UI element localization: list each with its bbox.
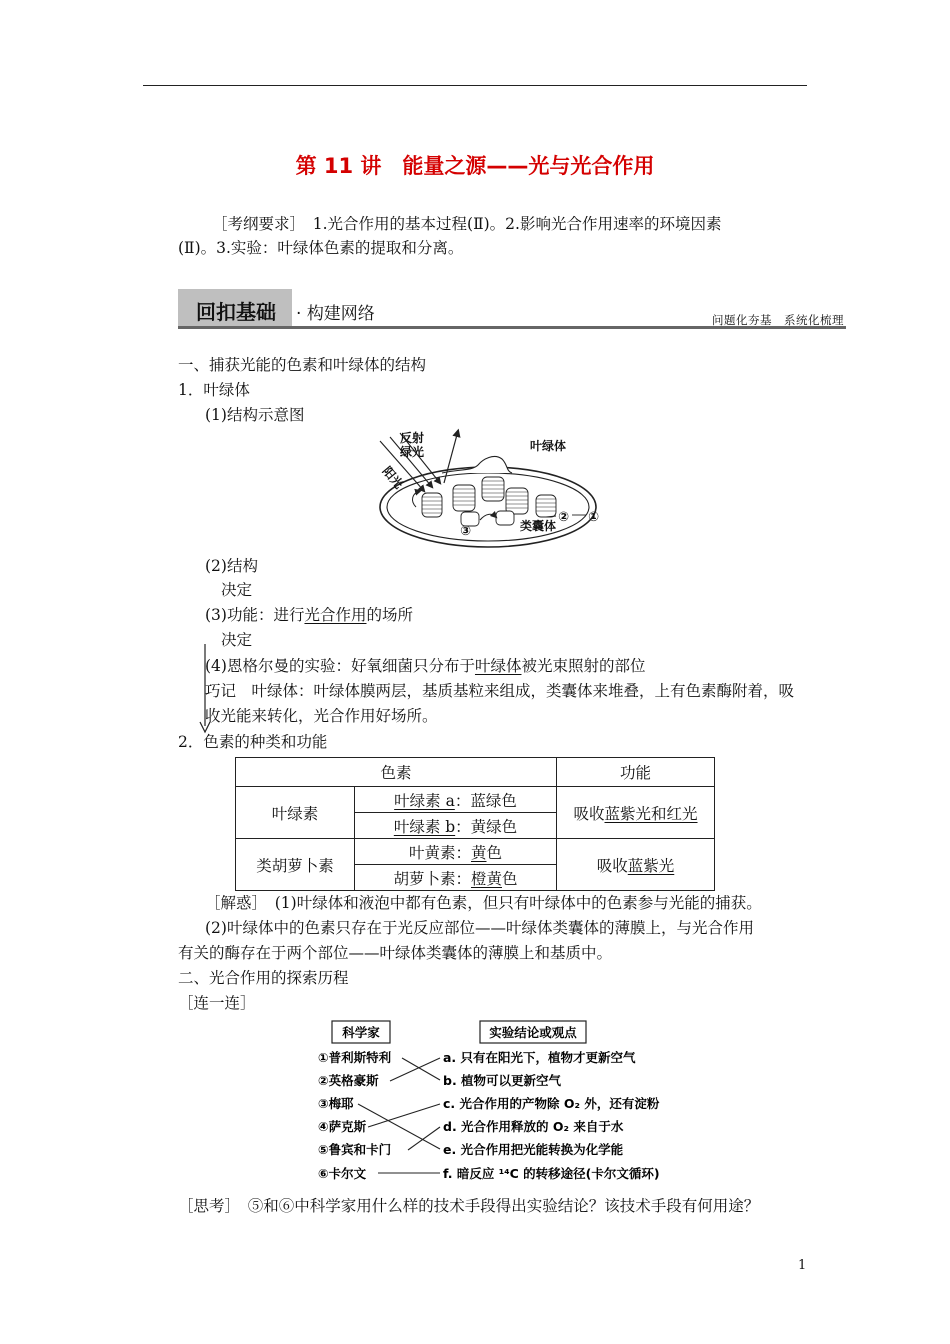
conclusion-d: d. 光合作用释放的 O₂ 来自于水 <box>443 1119 624 1134</box>
chl-b-name: 叶绿素 b <box>393 817 456 836</box>
conclusion-c: c. 光合作用的产物除 O₂ 外，还有淀粉 <box>443 1096 660 1111</box>
car-function-pre: 吸收 <box>596 856 628 875</box>
car-u: 橙黄 <box>470 869 502 888</box>
section-banner <box>178 289 846 329</box>
chl-function-u: 蓝紫光和红光 <box>604 804 698 823</box>
label-n1: ① <box>588 510 600 525</box>
mnemonic-line-2: 收光能来转化，光合作用好场所。 <box>205 707 438 725</box>
item-2: 2．色素的种类和功能 <box>178 733 328 751</box>
car-post: 色 <box>502 869 518 888</box>
xan-pre: 叶黄素： <box>408 843 471 862</box>
think-question: ［思考］ ⑤和⑥中科学家用什么样的技术手段得出实验结论？该技术手段有何用途？ <box>178 1197 760 1215</box>
clarify-line-3: 有关的酶存在于两个部位——叶绿体类囊体的薄膜上和基质中。 <box>178 944 613 962</box>
mnemonic-line-1: 巧记 叶绿体：叶绿体膜两层，基质基粒来组成，类囊体来堆叠，上有色素酶附着，吸 <box>205 682 795 700</box>
page-number: 1 <box>798 1258 807 1273</box>
label-n3: ③ <box>460 524 472 539</box>
conclusion-b: b. 植物可以更新空气 <box>443 1073 562 1088</box>
chl-b-color: ：黄绿色 <box>455 817 518 836</box>
sub-3 <box>205 605 413 625</box>
sub-3-post: 的场所 <box>366 606 413 624</box>
chl-a-cell <box>355 787 557 813</box>
clarify-line-1: ［解惑］ (1)叶绿体和液泡中都有色素，但只有叶绿体中的色素参与光能的捕获。 <box>205 894 762 912</box>
label-n2: ② <box>558 510 570 525</box>
decide-2: 决定 <box>221 631 253 649</box>
car-function <box>557 839 715 891</box>
col-right-header: 实验结论或观点 <box>489 1025 577 1040</box>
lesson-title: 第 11 讲 能量之源——光与光合作用 <box>295 154 655 178</box>
requirements-line-1: ［考纲要求］ 1.光合作用的基本过程(Ⅱ)。2.影响光合作用速率的环境因素 <box>212 215 722 233</box>
scientist-5: ⑤鲁宾和卡门 <box>318 1142 392 1157</box>
label-thylakoid: 类囊体 <box>520 519 557 533</box>
conclusion-a: a. 只有在阳光下，植物才更新空气 <box>443 1050 636 1065</box>
header-pigment: 色素 <box>236 758 557 787</box>
chl-b-cell <box>355 813 557 839</box>
xan-post: 色 <box>486 843 503 862</box>
decide-1: 决定 <box>221 581 253 599</box>
banner-main: 回扣基础 <box>196 300 276 324</box>
pigment-table <box>235 757 715 891</box>
sub-2: (2)结构 <box>205 557 258 575</box>
section1-heading: 一、捕获光能的色素和叶绿体的结构 <box>178 356 427 374</box>
section2-heading: 二、光合作用的探索历程 <box>178 969 349 987</box>
chlorophyll-label: 叶绿素 <box>236 787 355 839</box>
header-function: 功能 <box>557 758 715 787</box>
chloroplast-diagram <box>360 425 620 550</box>
label-reflect-2: 绿光 <box>400 445 425 459</box>
chl-function <box>557 787 715 839</box>
chl-a-name: 叶绿素 a <box>394 791 455 810</box>
item-1: 1．叶绿体 <box>178 381 250 399</box>
requirements-line-2: (Ⅱ)。3.实验：叶绿体色素的提取和分离。 <box>178 239 464 257</box>
car-function-u: 蓝紫光 <box>627 856 675 875</box>
scientist-3: ③梅耶 <box>318 1096 354 1111</box>
car-pre: 胡萝卜素： <box>393 869 471 888</box>
banner-dot: · <box>296 304 302 324</box>
sub-1: (1)结构示意图 <box>205 406 305 424</box>
scientist-1: ①普利斯特利 <box>318 1050 392 1065</box>
xanthophyll-cell <box>355 839 557 865</box>
banner-sub: 构建网络 <box>306 304 375 324</box>
conclusion-f: f. 暗反应 ¹⁴C 的转移途径(卡尔文循环) <box>443 1166 660 1181</box>
connect-label: ［连一连］ <box>178 994 256 1012</box>
sub-4-pre: (4)恩格尔曼的实验：好氧细菌只分布于 <box>205 657 475 675</box>
banner-right: 问题化夯基 系统化梳理 <box>712 313 844 327</box>
scientist-4: ④萨克斯 <box>318 1119 367 1134</box>
conclusion-e: e. 光合作用把光能转换为化学能 <box>443 1142 624 1157</box>
chl-function-pre: 吸收 <box>573 804 605 823</box>
sub-4 <box>205 656 646 676</box>
label-reflect-1: 反射 <box>400 431 425 445</box>
label-sunlight: 阳光 <box>379 463 406 492</box>
carotene-cell <box>355 865 557 891</box>
xan-u: 黄 <box>470 843 487 862</box>
envelope-cutaway <box>442 457 512 473</box>
carotenoid-label: 类胡萝卜素 <box>236 839 355 891</box>
sub-3-underlined: 光合作用 <box>304 606 367 624</box>
scientist-6: ⑥卡尔文 <box>318 1166 367 1181</box>
sub-4-post: 被光束照射的部位 <box>521 657 646 675</box>
header-rule <box>143 85 807 86</box>
clarify-line-2: (2)叶绿体中的色素只存在于光反应部位——叶绿体类囊体的薄膜上，与光合作用 <box>205 919 754 937</box>
label-chloroplast: 叶绿体 <box>530 439 567 453</box>
scientist-2: ②英格豪斯 <box>318 1073 379 1088</box>
sub-3-pre: (3)功能：进行 <box>205 606 305 624</box>
sub-4-underlined: 叶绿体 <box>474 657 522 675</box>
chl-a-color: ：蓝绿色 <box>454 791 517 810</box>
col-left-header: 科学家 <box>342 1025 380 1040</box>
matching-diagram <box>310 1018 680 1190</box>
